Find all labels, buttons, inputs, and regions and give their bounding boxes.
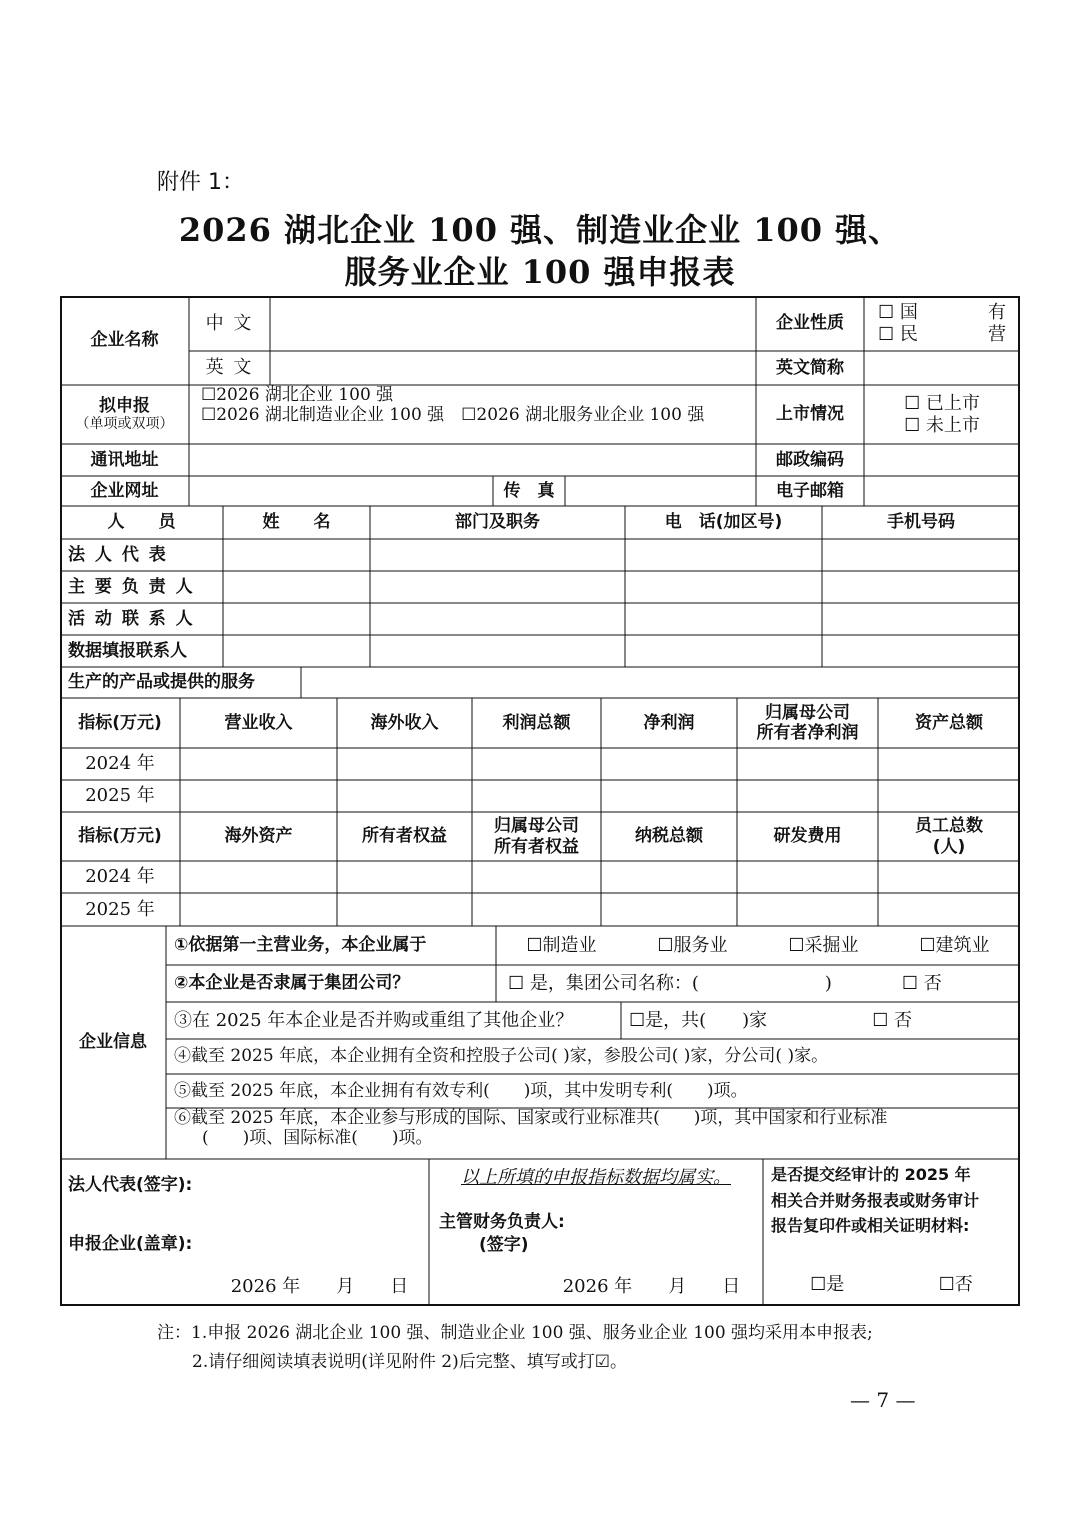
info-q6-line2: ( )项、国际标准( )项。 [202,1128,433,1149]
address-field[interactable] [189,444,756,476]
address-label: 通讯地址 [90,449,159,470]
enterprise-nature-label: 企业性质 [776,313,844,334]
legal-rep-signature-label: 法人代表(签字): [68,1174,193,1195]
postcode-field[interactable] [864,444,1020,476]
english-name-field[interactable] [270,351,756,385]
audit-yes-checkbox[interactable]: ☐是 [810,1274,845,1296]
fax-label: 传 真 [503,480,555,501]
group-no-checkbox[interactable]: ☐ 否 [901,972,942,994]
form-title-line2: 服务业企业 100 强申报表 [344,253,736,291]
merger-no-checkbox[interactable]: ☐ 否 [872,1009,913,1031]
industry-mining-checkbox[interactable]: ☐采掘业 [788,934,859,956]
info-q2-options [496,965,1020,1002]
apply-hubei-100-checkbox[interactable]: ☐2026 湖北企业 100 强 [201,385,394,405]
ind1-header-total-profit: 利润总额 [502,712,571,733]
products-services-label: 生产的产品或提供的服务 [68,672,255,693]
audit-options [763,1271,1020,1299]
ind1-header-revenue: 营业收入 [224,712,293,733]
ind2-parent-line2: 所有者权益 [494,836,579,857]
attachment-label: 附件 1： [157,170,244,195]
audit-question [763,1162,1020,1250]
chinese-name-label: 中 文 [205,313,254,335]
chinese-name-field[interactable] [270,297,756,351]
people-header-role: 人 员 [107,512,176,533]
apply-type-label [60,385,189,444]
english-abbr-field[interactable] [864,351,1020,385]
listed-checkbox[interactable]: ☐ 已上市 [904,392,980,414]
fax-field[interactable] [565,476,756,506]
apply-manufacturing-100-checkbox[interactable]: ☐2026 湖北制造业企业 100 强 [201,405,445,426]
ind2-header-unit: 指标(万元) [78,826,162,847]
ind1-header-total-assets: 资产总额 [915,712,983,733]
website-label: 企业网址 [90,480,159,501]
info-q1-text: ①依据第一主营业务，本企业属于 [174,935,427,956]
ind2-year-2024: 2024 年 [85,866,155,888]
postcode-label: 邮政编码 [776,449,844,470]
page-number: — 7 — [850,1388,916,1412]
nature-state-owned-checkbox[interactable]: ☐ 国 [878,302,918,324]
enterprise-info-label: 企业信息 [79,1032,147,1053]
audit-question-line1: 是否提交经审计的 2025 年 [771,1165,971,1184]
ind2-header-parent-equity [472,812,601,861]
nature-state-owned-suffix: 有 [988,302,1006,324]
industry-service-checkbox[interactable]: ☐服务业 [657,934,728,956]
role-data-contact: 数据填报联系人 [68,640,187,661]
signature-date-2: 2026 年 月 日 [562,1276,741,1298]
ind1-parent-line2: 所有者净利润 [756,723,859,743]
ind2-header-owner-equity: 所有者权益 [362,826,447,847]
ind2-header-rd: 研发费用 [773,826,842,847]
ind2-employees-line2: (人) [932,836,966,857]
listing-status-options [864,385,1020,444]
people-header-name: 姓 名 [262,512,331,533]
email-field[interactable] [864,476,1020,506]
finance-head-label: 主管财务负责人: [439,1211,565,1232]
company-seal-label: 申报企业(盖章): [68,1233,193,1254]
ind2-header-employees [878,812,1020,861]
info-q5-text: ⑤截至 2025 年底，本企业拥有有效专利( )项，其中发明专利( )项。 [174,1080,748,1101]
ind1-header-unit: 指标(万元) [78,712,162,733]
audit-question-line2: 相关合并财务报表或财务审计 [771,1190,980,1210]
apply-type-title: 拟申报 [99,395,150,416]
ind2-parent-line1: 归属母公司 [494,816,579,837]
ind1-header-parent-net-profit [737,698,878,748]
info-q4-text: ④截至 2025 年底，本企业拥有全资和控股子公司( )家，参股公司( )家，分公司( )家。 [174,1046,829,1067]
info-q1-options [496,926,1020,965]
website-field[interactable] [189,476,493,506]
people-header-dept: 部门及职务 [455,512,540,533]
info-q3-options [621,1002,1020,1039]
note-line-2: 2.请仔细阅读填表说明(详见附件 2)后完整、填写或打☑。 [192,1352,627,1372]
finance-head-sign-label: (签字) [479,1234,529,1255]
data-truth-statement: 以上所填的申报指标数据均属实。 [461,1167,731,1189]
info-q3-text: ③在 2025 年本企业是否并购或重组了其他企业？ [174,1009,574,1031]
apply-type-options [189,385,756,444]
ind1-year-2024: 2024 年 [85,753,155,775]
people-header-phone: 电 话(加区号) [664,512,783,533]
industry-manufacturing-checkbox[interactable]: ☐制造业 [526,934,597,956]
ind1-header-overseas-revenue: 海外收入 [370,712,439,733]
english-name-label: 英 文 [205,357,254,379]
group-yes-checkbox[interactable]: ☐ 是，集团公司名称：( ) [508,972,832,994]
info-q2-text: ②本企业是否隶属于集团公司？ [174,973,410,994]
company-name-label: 企业名称 [90,330,159,351]
enterprise-nature-options [864,298,1020,350]
industry-construction-checkbox[interactable]: ☐建筑业 [919,934,990,956]
email-label: 电子邮箱 [776,480,844,501]
apply-service-100-checkbox[interactable]: ☐2026 湖北服务业企业 100 强 [461,405,705,426]
application-form-table [60,296,1020,1306]
info-q6-text [166,1108,1020,1159]
ind2-header-tax: 纳税总额 [635,826,703,847]
ind1-parent-line1: 归属母公司 [765,702,850,723]
signature-date-1: 2026 年 月 日 [230,1276,409,1298]
info-q6-line1: ⑥截至 2025 年底，本企业参与形成的国际、国家或行业标准共( )项，其中国家和行业标准 [174,1108,888,1128]
unlisted-checkbox[interactable]: ☐ 未上市 [904,414,980,436]
note-line-1: 注：1.申报 2026 湖北企业 100 强、制造业企业 100 强、服务业企业 100 强均采用本申报表; [157,1323,873,1343]
people-header-mobile: 手机号码 [887,512,955,533]
ind2-employees-line1: 员工总数 [915,816,983,837]
merger-yes-checkbox[interactable]: ☐是，共( )家 [629,1009,768,1031]
form-title-line1: 2026 湖北企业 100 强、制造业企业 100 强、 [178,211,902,249]
audit-question-line3: 报告复印件或相关证明材料: [771,1216,970,1236]
role-principal: 主 要 负 责 人 [68,576,195,597]
ind1-header-net-profit: 净利润 [643,712,695,733]
ind2-header-overseas-assets: 海外资产 [224,826,293,847]
english-abbr-label: 英文简称 [776,357,844,378]
ind1-year-2025: 2025 年 [85,785,155,807]
role-activity-contact: 活 动 联 系 人 [68,608,195,629]
apply-type-subtitle: （单项或双项） [75,416,174,433]
ind2-year-2025: 2025 年 [85,898,155,920]
products-services-field[interactable] [301,667,1020,698]
nature-private-checkbox[interactable]: ☐ 民 [878,324,918,345]
nature-private-suffix: 营 [988,324,1006,345]
audit-no-checkbox[interactable]: ☐否 [938,1274,973,1296]
role-legal-rep: 法 人 代 表 [68,544,168,565]
listing-status-label: 上市情况 [776,404,844,425]
